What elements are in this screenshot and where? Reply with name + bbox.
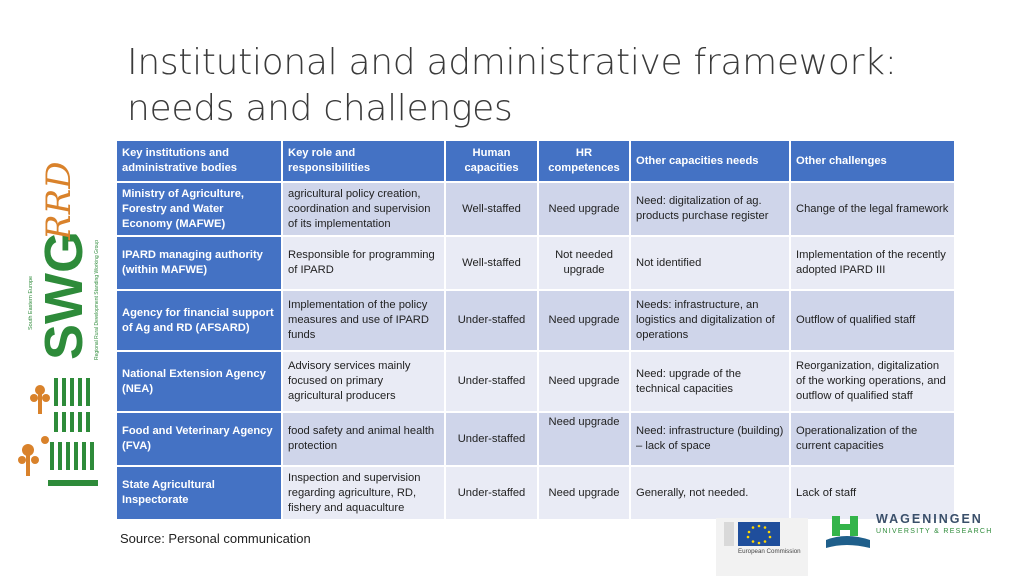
cell-hr: Need upgrade [539, 467, 631, 521]
european-commission-logo [716, 518, 808, 576]
cell-human: Under-staffed [446, 291, 539, 352]
cell-role: Implementation of the policy measures and use of IPARD funds [283, 291, 446, 352]
cell-role: food safety and animal health protection [283, 413, 446, 467]
cell-challenges: Reorganization, digitalization of the working operations, and outflow of qualified staff [791, 352, 956, 413]
cell-hr: Need upgrade [539, 413, 631, 467]
cell-human: Under-staffed [446, 413, 539, 467]
wur-subtitle: UNIVERSITY & RESEARCH [876, 528, 993, 535]
cell-hr: Need upgrade [539, 291, 631, 352]
cell-challenges: Lack of staff [791, 467, 956, 521]
tree-figures-icon [18, 385, 50, 476]
cell-hr: Need upgrade [539, 183, 631, 237]
swg-rrd-logo [10, 150, 110, 495]
cell-human: Under-staffed [446, 467, 539, 521]
cell-institution: IPARD managing authority (within MAFWE) [117, 237, 283, 291]
cell-hr: Not needed upgrade [539, 237, 631, 291]
cell-other-needs: Need: infrastructure (building) – lack of space [631, 413, 791, 467]
cell-other-needs: Generally, not needed. [631, 467, 791, 521]
cell-challenges: Implementation of the recently adopted IPARD III [791, 237, 956, 291]
cell-hr: Need upgrade [539, 352, 631, 413]
header-human-capacities: Human capacities [446, 141, 539, 183]
cell-human: Under-staffed [446, 352, 539, 413]
cell-human: Well-staffed [446, 183, 539, 237]
cell-institution: Agency for financial support of Ag and RD (AFSARD) [117, 291, 283, 352]
swg-logo-subtext-2: Regional Rural Development Standing Working Group [94, 240, 100, 360]
cell-role: Responsible for programming of IPARD [283, 237, 446, 291]
swg-logo-text: SWG [34, 231, 94, 360]
wageningen-logo [826, 510, 996, 560]
cell-institution: National Extension Agency (NEA) [117, 352, 283, 413]
cell-institution: State Agricultural Inspectorate [117, 467, 283, 521]
table-row [117, 237, 956, 291]
cell-institution: Food and Veterinary Agency (FVA) [117, 413, 283, 467]
rrd-logo-text: RRD [39, 161, 79, 240]
header-hr-competences: HR competences [539, 141, 631, 183]
cell-role: agricultural policy creation, coordination and supervision of its implementation [283, 183, 446, 237]
cell-challenges: Outflow of qualified staff [791, 291, 956, 352]
cell-other-needs: Need: upgrade of the technical capacities [631, 352, 791, 413]
cell-other-needs: Not identified [631, 237, 791, 291]
slide-title-line-2: needs and challenges [127, 88, 513, 129]
header-institutions: Key institutions and administrative bodies [117, 141, 283, 183]
cell-human: Well-staffed [446, 237, 539, 291]
slide-title [127, 40, 987, 132]
header-other-capacities: Other capacities needs [631, 141, 791, 183]
eu-flag-icon [716, 518, 808, 576]
header-other-challenges: Other challenges [791, 141, 956, 183]
framework-table [117, 141, 956, 521]
slide-title-line-1: Institutional and administrative framework: [127, 42, 897, 83]
fence-bars-icon [48, 378, 98, 486]
cell-challenges: Operationalization of the current capacities [791, 413, 956, 467]
cell-other-needs: Need: digitalization of ag. products purchase register [631, 183, 791, 237]
source-note: Source: Personal communication [120, 531, 311, 546]
cell-role: Advisory services mainly focused on primary agricultural producers [283, 352, 446, 413]
table-row [117, 291, 956, 352]
cell-other-needs: Needs: infrastructure, an logistics and digitalization of operations [631, 291, 791, 352]
table-row [117, 413, 956, 467]
header-role: Key role and responsibilities [283, 141, 446, 183]
swg-logo-subtext: South Eastern Europe [28, 275, 34, 330]
table-row [117, 352, 956, 413]
table-header-row [117, 141, 956, 183]
eu-logo-text: European Commission [738, 548, 801, 555]
cell-institution: Ministry of Agriculture, Forestry and Water Economy (MAFWE) [117, 183, 283, 237]
table-row [117, 183, 956, 237]
cell-role: Inspection and supervision regarding agriculture, RD, fishery and aquaculture [283, 467, 446, 521]
wur-emblem-icon [826, 514, 872, 554]
wur-name: WAGENINGEN [876, 512, 983, 526]
cell-challenges: Change of the legal framework [791, 183, 956, 237]
